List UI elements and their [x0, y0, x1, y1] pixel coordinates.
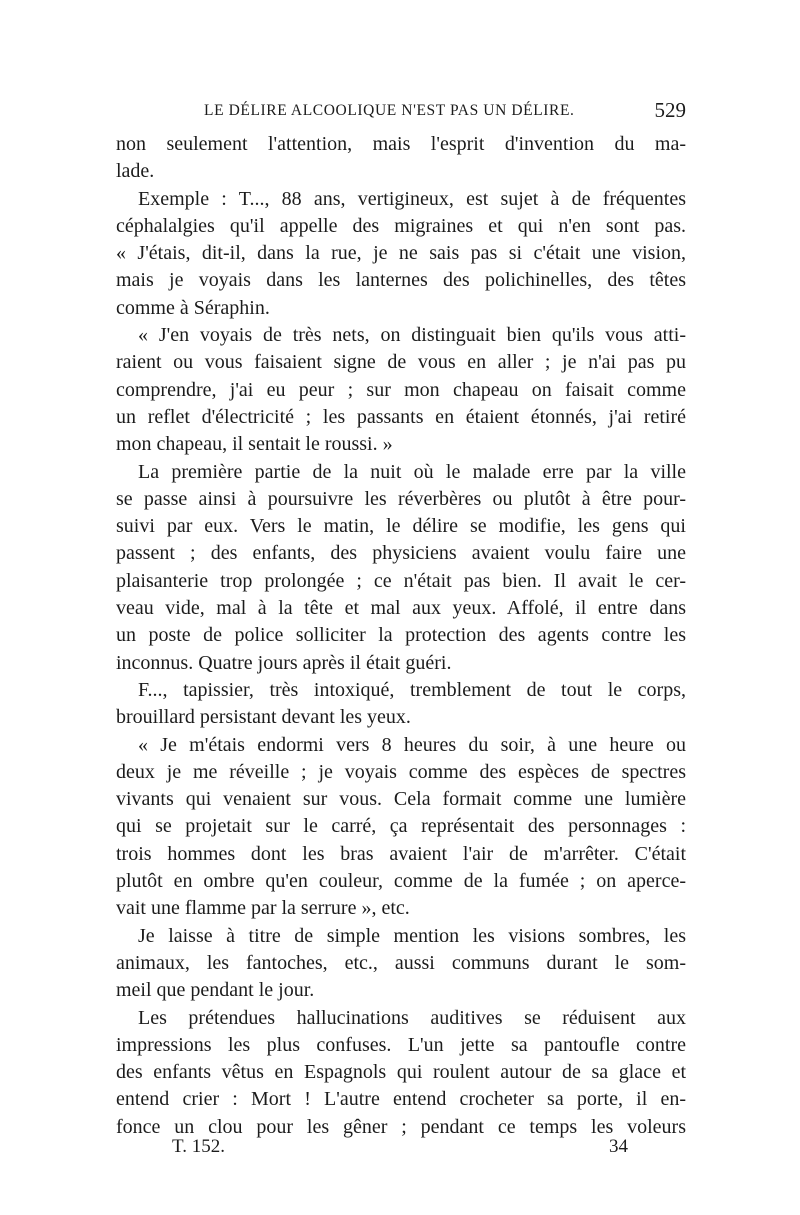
text-line: F..., tapissier, très intoxiqué, tremblement de tout le corps,: [138, 678, 686, 701]
paragraph: [116, 732, 686, 923]
text-line: « J'en voyais de très nets, on distinguait bien qu'ils vous atti-: [138, 324, 686, 347]
text-line: Je laisse à titre de simple mention les visions sombres, les: [138, 924, 686, 947]
text-line: brouillard persistant devant les yeux.: [116, 706, 411, 729]
paragraph: [116, 1005, 686, 1141]
text-line: Les prétendues hallucinations auditives se réduisent aux: [138, 1006, 686, 1029]
text-line: veau vide, mal à la tête et mal aux yeux. Affolé, il entre dans: [116, 597, 686, 620]
paragraph: [116, 677, 686, 732]
running-title: LE DÉLIRE ALCOOLIQUE N'EST PAS UN DÉLIRE.: [204, 102, 575, 119]
text-line: mais je voyais dans les lanternes des polichinelles, des têtes: [116, 269, 686, 292]
text-line: Exemple : T..., 88 ans, vertigineux, est sujet à de fréquentes: [138, 187, 686, 210]
text-line: passent ; des enfants, des physiciens avaient voulu faire une: [116, 542, 686, 565]
text-line: suivi par eux. Vers le matin, le délire se modifie, les gens qui: [116, 515, 686, 538]
text-line: La première partie de la nuit où le malade erre par la ville: [138, 460, 686, 483]
text-line: trois hommes dont les bras avaient l'air de m'arrêter. C'était: [116, 842, 686, 865]
text-line: mon chapeau, il sentait le roussi. »: [116, 433, 393, 456]
text-line: comme à Séraphin.: [116, 296, 270, 319]
text-line: des enfants vêtus en Espagnols qui roulent autour de sa glace et: [116, 1061, 686, 1084]
text-line: céphalalgies qu'il appelle des migraines et qui n'en sont pas.: [116, 214, 686, 237]
text-line: vivants qui venaient sur vous. Cela formait comme une lumière: [116, 788, 686, 811]
text-line: qui se projetait sur le carré, ça représentait des personnages :: [116, 815, 686, 838]
text-line: plutôt en ombre qu'en couleur, comme de la fumée ; on aperce-: [116, 870, 686, 893]
text-line: entend crier : Mort ! L'autre entend crocheter sa porte, il en-: [116, 1088, 686, 1111]
text-line: « J'étais, dit-il, dans la rue, je ne sais pas si c'était une vision,: [116, 242, 686, 265]
paragraph: [116, 459, 686, 677]
text-line: lade.: [116, 160, 155, 183]
text-line: non seulement l'attention, mais l'esprit d'invention du ma-: [116, 133, 686, 155]
text-line: deux je me réveille ; je voyais comme des espèces de spectres: [116, 760, 686, 783]
running-head: [116, 98, 686, 128]
text-line: animaux, les fantoches, etc., aussi communs durant le som-: [116, 951, 686, 974]
text-line: un poste de police solliciter la protection des agents contre les: [116, 624, 686, 647]
text-line: « Je m'étais endormi vers 8 heures du soir, à une heure ou: [138, 733, 686, 756]
signature-mark: T. 152.: [172, 1136, 225, 1157]
text-line: plaisanterie trop prolongée ; ce n'était pas bien. Il avait le cer-: [116, 569, 686, 592]
text-line: impressions les plus confuses. L'un jette sa pantoufle contre: [116, 1033, 686, 1056]
text-line: se passe ainsi à poursuivre les réverbères ou plutôt à être pour-: [116, 487, 686, 510]
sheet-number: 34: [609, 1136, 628, 1157]
body-text: [116, 131, 686, 1141]
text-line: comprendre, j'ai eu peur ; sur mon chapeau on faisait comme: [116, 378, 686, 401]
paragraph: [116, 923, 686, 1005]
paragraph: [116, 131, 686, 186]
text-line: meil que pendant le jour.: [116, 979, 315, 1002]
paragraph: [116, 186, 686, 322]
page-footer: [116, 1136, 686, 1164]
text-line: inconnus. Quatre jours après il était guéri.: [116, 651, 452, 674]
page-number: 529: [654, 98, 686, 122]
text-line: un reflet d'électricité ; les passants en étaient étonnés, j'ai retiré: [116, 405, 686, 428]
text-line: fonce un clou pour les gêner ; pendant ce temps les voleurs: [116, 1115, 686, 1138]
text-line: raient ou vous faisaient signe de vous en aller ; je n'ai pas pu: [116, 351, 686, 374]
paragraph: [116, 322, 686, 458]
text-line: vait une flamme par la serrure », etc.: [116, 897, 410, 920]
